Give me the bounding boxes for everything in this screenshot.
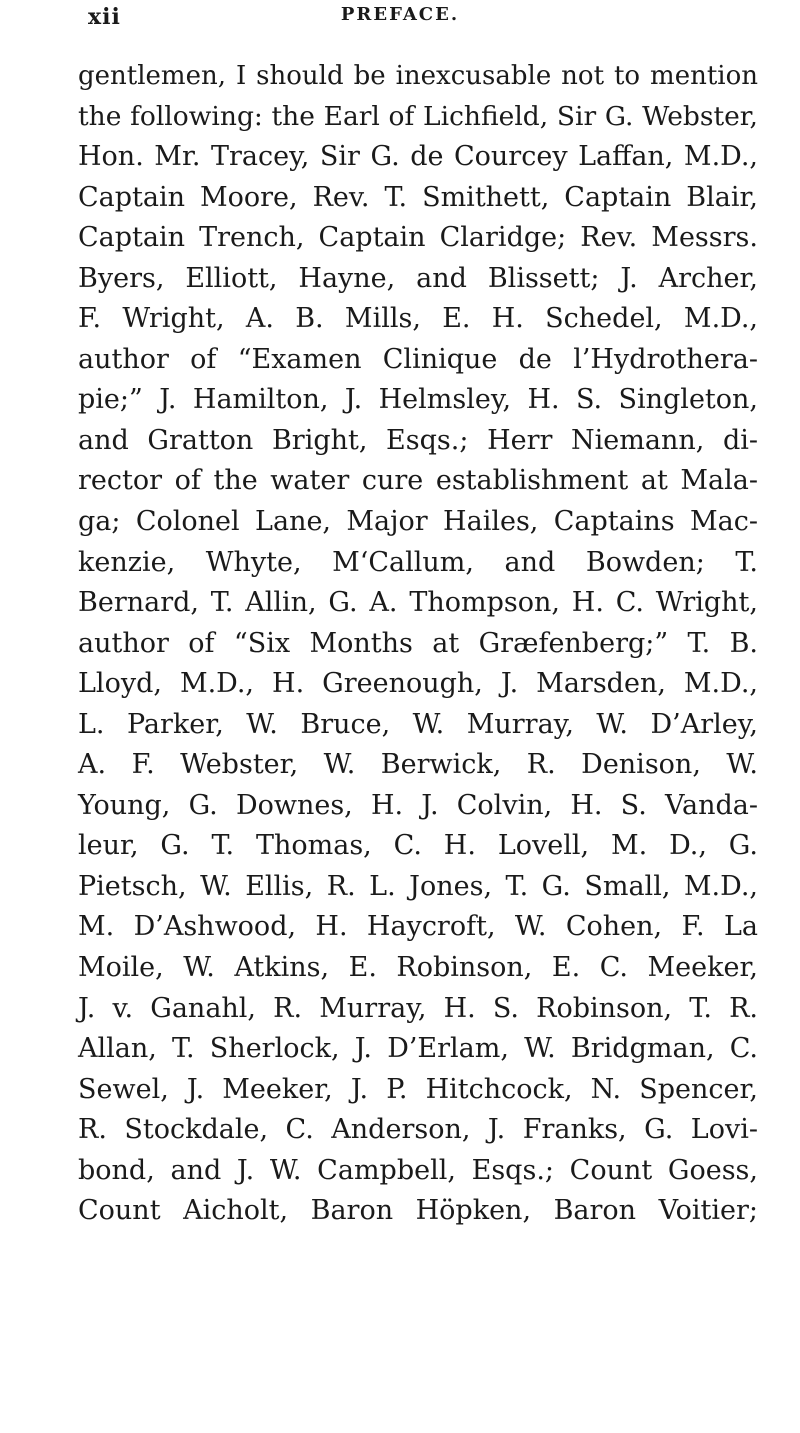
text-line: rector of the water cure establishment at Mala- (78, 465, 758, 497)
text-line: author of “Six Months at Græfenberg;” T. B. (78, 627, 758, 659)
text-line: kenzie, Whyte, M‘Callum, and Bowden; T. (78, 546, 758, 578)
text-line: pie;” J. Hamilton, J. Helmsley, H. S. Singleton, (78, 384, 758, 416)
text-line: Count Aicholt, Baron Höpken, Baron Voitier; (78, 1195, 758, 1227)
text-line: A. F. Webster, W. Berwick, R. Denison, W. (78, 749, 758, 781)
text-line: Bernard, T. Allin, G. A. Thompson, H. C. Wright, (78, 587, 758, 619)
text-line: R. Stockdale, C. Anderson, J. Franks, G. Lovi- (78, 1114, 758, 1146)
text-line: Byers, Elliott, Hayne, and Blissett; J. Archer, (78, 262, 758, 294)
text-line: the following: the Earl of Lichfield, Sir G. Webster, (78, 100, 758, 132)
text-line: bond, and J. W. Campbell, Esqs.; Count Goess, (78, 1154, 758, 1186)
text-line: Lloyd, M.D., H. Greenough, J. Marsden, M.D., (78, 668, 758, 700)
page-number: xii (88, 4, 121, 30)
text-line: and Gratton Bright, Esqs.; Herr Niemann, di- (78, 424, 758, 456)
text-line: F. Wright, A. B. Mills, E. H. Schedel, M.D., (78, 303, 758, 335)
text-line: L. Parker, W. Bruce, W. Murray, W. D’Arley, (78, 708, 758, 740)
text-line: M. D’Ashwood, H. Haycroft, W. Cohen, F. La (78, 911, 758, 943)
text-line: Captain Trench, Captain Claridge; Rev. Messrs. (78, 222, 758, 254)
text-line: leur, G. T. Thomas, C. H. Lovell, M. D., G. (78, 830, 758, 862)
text-line: ga; Colonel Lane, Major Hailes, Captains Mac- (78, 506, 758, 538)
text-line: gentlemen, I should be inexcusable not to mention (78, 61, 758, 91)
text-line: Pietsch, W. Ellis, R. L. Jones, T. G. Small, M.D., (78, 870, 758, 902)
text-line: Captain Moore, Rev. T. Smithett, Captain Blair, (78, 181, 758, 213)
text-line: J. v. Ganahl, R. Murray, H. S. Robinson, T. R. (78, 992, 758, 1024)
text-line: Moile, W. Atkins, E. Robinson, E. C. Meeker, (78, 952, 758, 984)
text-line: Allan, T. Sherlock, J. D’Erlam, W. Bridgman, C. (78, 1033, 758, 1065)
text-line: Hon. Mr. Tracey, Sir G. de Courcey Laffan, M.D., (78, 141, 758, 173)
text-line: Young, G. Downes, H. J. Colvin, H. S. Vanda- (78, 789, 758, 821)
text-line: author of “Examen Clinique de l’Hydrothera- (78, 343, 758, 375)
text-line: Sewel, J. Meeker, J. P. Hitchcock, N. Spencer, (78, 1073, 758, 1105)
running-head: PREFACE. (340, 4, 460, 25)
body-text (78, 56, 758, 1232)
